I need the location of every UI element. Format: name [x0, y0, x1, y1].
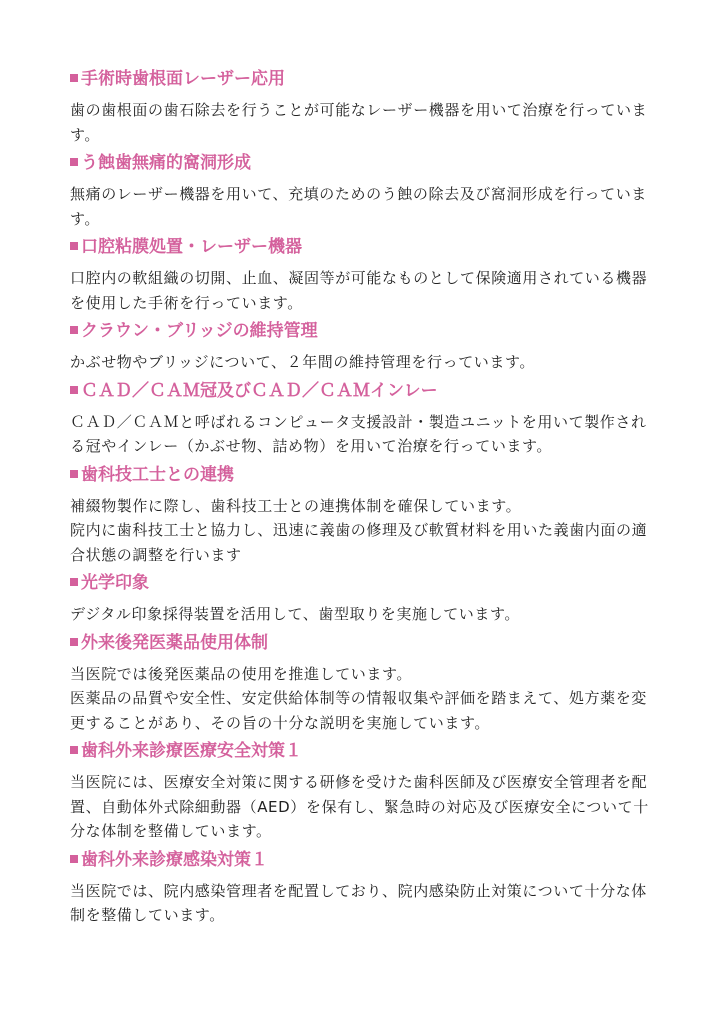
section-generic-drugs	[70, 630, 650, 736]
document-page	[70, 66, 650, 928]
section-paragraph: ＣＡＤ／ＣＡＭと呼ばれるコンピュータ支援設計・製造ユニットを用いて製作される冠やインレー（かぶせ物、詰め物）を用いて治療を行っています。	[70, 412, 647, 455]
section-heading: クラウン・ブリッジの維持管理	[70, 318, 650, 344]
section-paragraph: 歯の歯根面の歯石除去を行うことが可能なレーザー機器を用いて治療を行っています。	[70, 101, 648, 144]
square-bullet-icon	[70, 746, 78, 754]
square-bullet-icon	[70, 326, 78, 334]
section-heading: 外来後発医薬品使用体制	[70, 630, 650, 656]
section-optical-impression	[70, 570, 650, 627]
section-heading: ＣＡＤ／ＣＡＭ冠及びＣＡＤ／ＣＡＭインレー	[70, 378, 650, 404]
square-bullet-icon	[70, 386, 78, 394]
section-heading: 手術時歯根面レーザー応用	[70, 66, 650, 92]
square-bullet-icon	[70, 242, 78, 250]
section-heading: 口腔粘膜処置・レーザー機器	[70, 234, 650, 260]
section-paragraph: 当医院では、院内感染管理者を配置しており、院内感染防止対策について十分な体制を整備しています。	[70, 881, 647, 924]
section-paragraph: 当医院では後発医薬品の使用を推進しています。	[70, 664, 413, 683]
section-heading: 歯科技工士との連携	[70, 462, 650, 488]
section-medical-safety	[70, 738, 650, 844]
section-paragraph: 補綴物製作に際し、歯科技工士との連携体制を確保しています。	[70, 496, 522, 515]
section-paragraph: 医薬品の品質や安全性、安定供給体制等の情報収集や評価を踏まえて、処方薬を変更することがあり、その旨の十分な説明を実施しています。	[70, 689, 647, 732]
section-cad-cam	[70, 378, 650, 459]
section-paragraph: かぶせ物やブリッジについて、２年間の維持管理を行っています。	[70, 353, 536, 371]
section-paragraph: 無痛のレーザー機器を用いて、充填のためのう蝕の除去及び窩洞形成を行っています。	[70, 185, 647, 228]
section-laser-root-surface	[70, 66, 650, 147]
square-bullet-icon	[70, 470, 78, 478]
square-bullet-icon	[70, 638, 78, 646]
section-heading: 歯科外来診療医療安全対策１	[70, 738, 650, 764]
section-paragraph: 院内に歯科技工士と協力し、迅速に義歯の修理及び軟質材料を用いた義歯内面の適合状態の調整を行います	[70, 521, 648, 564]
square-bullet-icon	[70, 578, 78, 586]
section-painless-cavity	[70, 150, 650, 231]
section-crown-bridge	[70, 318, 650, 375]
square-bullet-icon	[70, 158, 78, 166]
section-heading: 光学印象	[70, 570, 650, 596]
section-dental-technician	[70, 462, 650, 568]
section-paragraph: 当医院には、医療安全対策に関する研修を受けた歯科医師及び医療安全管理者を配置、自動体外式除細動器（AED）を保有し、緊急時の対応及び医療安全について十分な体制を整備しています。	[70, 773, 649, 840]
section-heading: う蝕歯無痛的窩洞形成	[70, 150, 650, 176]
square-bullet-icon	[70, 855, 78, 863]
section-paragraph: デジタル印象採得装置を活用して、歯型取りを実施しています。	[70, 605, 521, 623]
section-paragraph: 口腔内の軟組織の切開、止血、凝固等が可能なものとして保険適用されている機器を使用した手術を行っています。	[70, 269, 648, 312]
section-heading: 歯科外来診療感染対策１	[70, 847, 650, 873]
section-oral-mucosa-laser	[70, 234, 650, 315]
section-infection-control	[70, 847, 650, 928]
square-bullet-icon	[70, 74, 78, 82]
